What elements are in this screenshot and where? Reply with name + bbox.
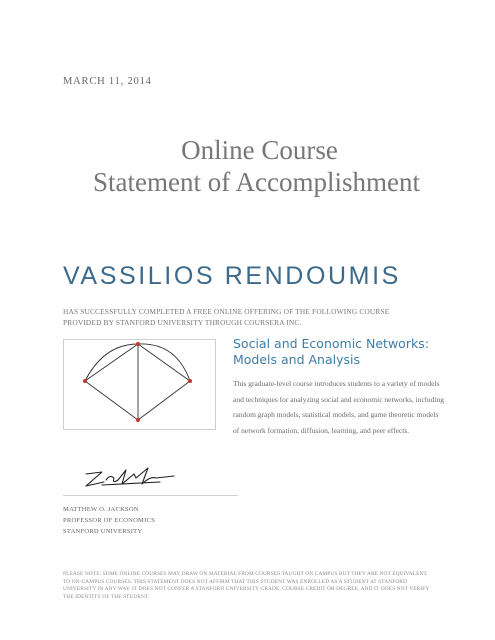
graph-node xyxy=(136,418,140,422)
certificate-date: MARCH 11, 2014 xyxy=(63,76,152,87)
signer-role: PROFESSOR OF ECONOMICS xyxy=(63,517,155,524)
graph-edge xyxy=(85,381,138,420)
completion-statement: HAS SUCCESSFULLY COMPLETED A FREE ONLINE OFFERING OF THE FOLLOWING COURSE PROVIDED BY STANFORD UNIVERSITY THROUGH COURSERA INC. xyxy=(63,307,390,327)
graph-node xyxy=(188,379,192,383)
course-title: Social and Economic Networks: Models and Analysis xyxy=(233,336,429,367)
signer-name: MATTHEW O. JACKSON xyxy=(63,506,139,513)
signature-image xyxy=(82,462,182,492)
disclaimer-text: PLEASE NOTE: SOME ONLINE COURSES MAY DRAW ON MATERIAL FROM COURSES TAUGHT ON CAMPUS BUT THEY ARE NOT EQUIVALENT TO ON-CAMPUS COURSES. THIS STATEMENT DOES NOT AFFIRM THAT THIS STUDENT WAS ENROLLED AS A STUDENT AT STANFORD UNIVERSITY IN ANY WAY. IT DOES NOT CONFER A STANFORD UNIVERSITY GRADE, COURSE CREDIT OR DEGREE, AND IT DOES NOT VERIFY THE IDENTITY OF THE STUDENT. xyxy=(63,571,430,600)
graph-edge xyxy=(138,381,190,420)
signer-block xyxy=(63,504,155,537)
title-line-2: Statement of Accomplishment xyxy=(93,167,420,197)
graph-node xyxy=(83,379,87,383)
graph-node xyxy=(136,342,140,346)
graph-edge xyxy=(85,344,138,381)
title-line-1: Online Course xyxy=(181,135,338,165)
signature-line xyxy=(63,495,238,496)
certificate-title xyxy=(0,134,495,198)
graph-edge xyxy=(138,344,190,381)
recipient-name: VASSILIOS RENDOUMIS xyxy=(63,262,401,290)
course-description: This graduate-level course introduces students to a variety of models and techniques for analyzing social and economic networks, including random graph models, statistical models, and game theoretic models of network formation, diffusion, learning, and peer effects. xyxy=(233,379,444,435)
signer-institution: STANFORD UNIVERSITY xyxy=(63,528,143,535)
network-diagram xyxy=(63,339,216,430)
network-graph-icon xyxy=(64,340,217,431)
